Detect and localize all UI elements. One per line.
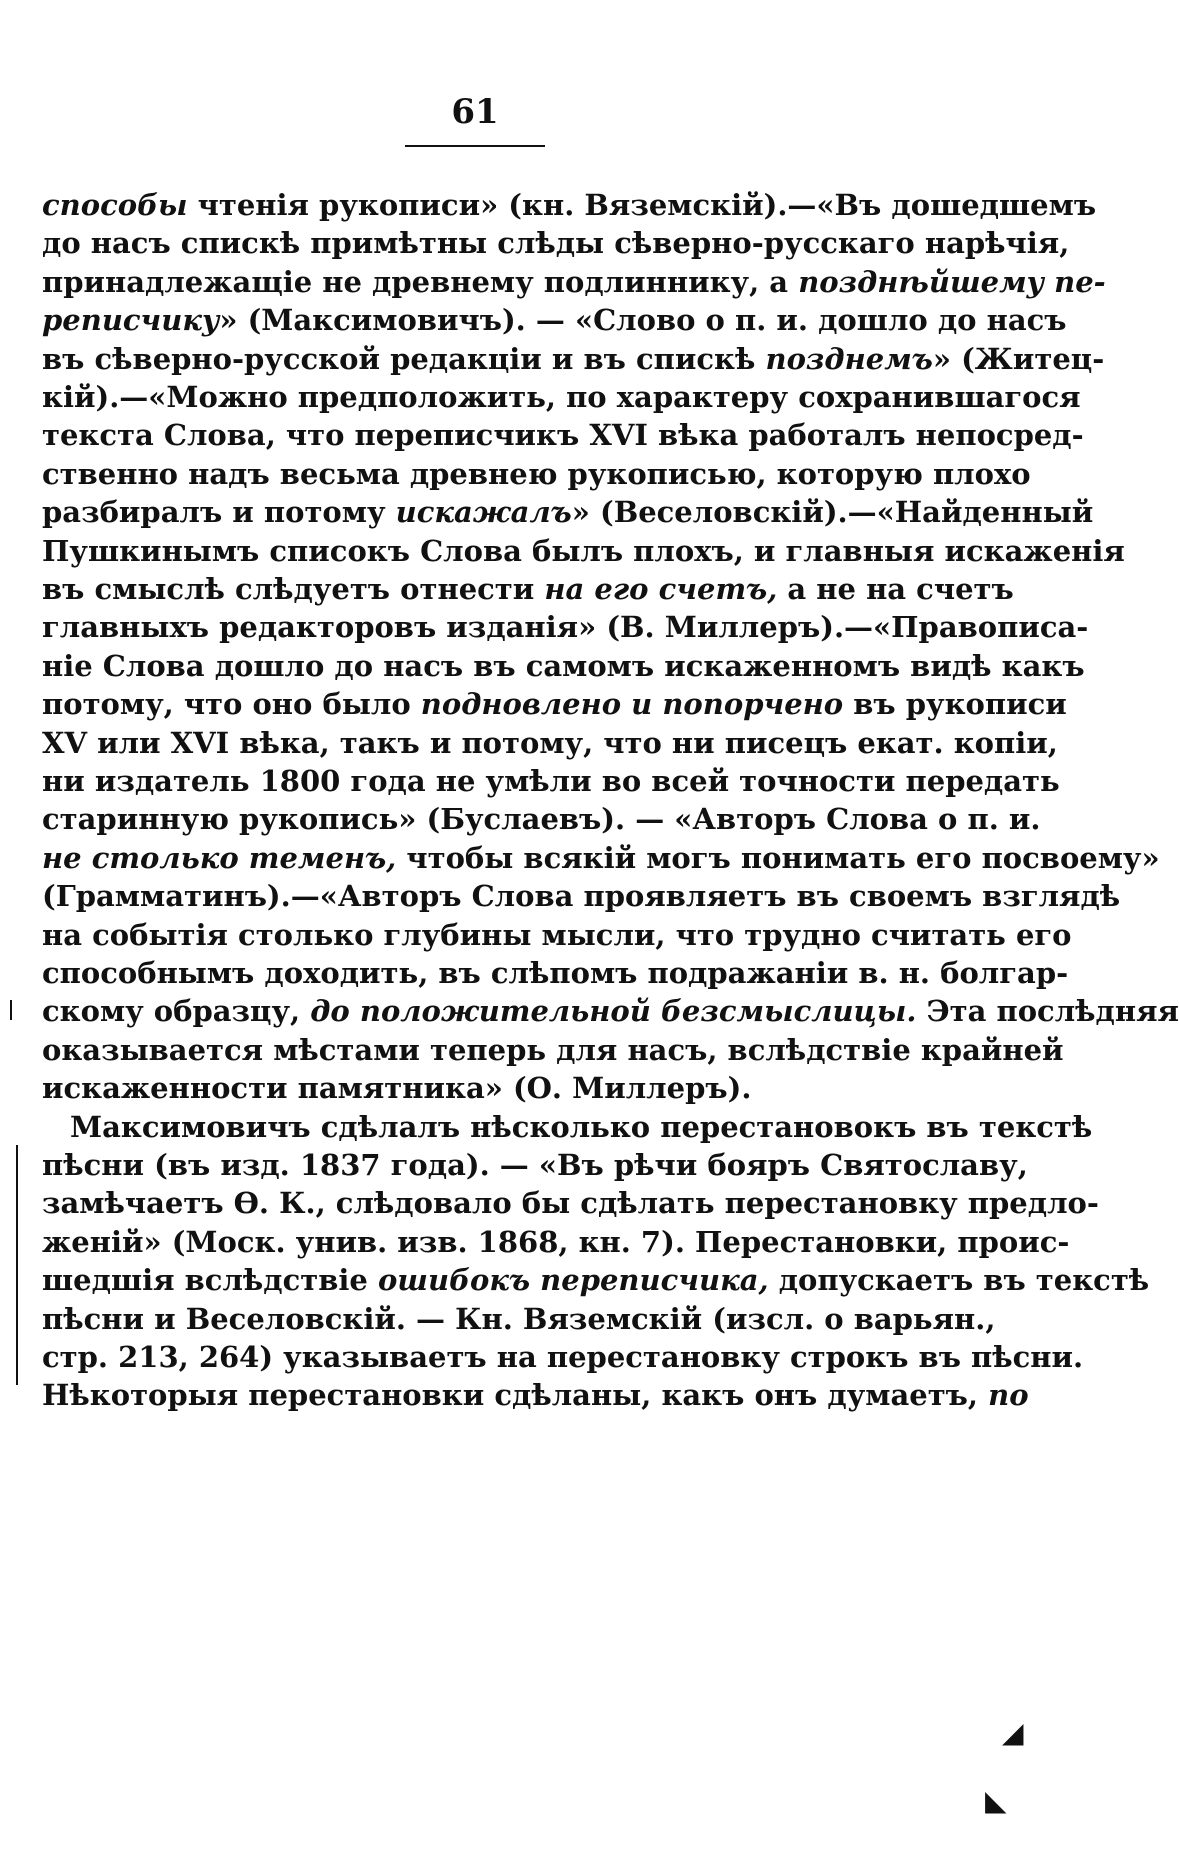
emphasis-text: подновлено и попорчено <box>420 687 844 721</box>
emphasis-text: ошибокъ переписчика, <box>377 1263 769 1297</box>
text-run: чтенія рукописи» (кн. Вяземскій).—«Въ дошедшемъ <box>187 188 1097 222</box>
text-run: оказывается мѣстами теперь для насъ, вслѣдствіе крайней <box>42 1033 1064 1067</box>
corner-mark-lower: ◣ <box>985 1784 1007 1817</box>
emphasis-text: по <box>988 1378 1029 1412</box>
text-run: скому образцу, <box>42 994 311 1028</box>
text-run: текста Слова, что переписчикъ XVI вѣка работалъ непосред- <box>42 418 1084 452</box>
corner-mark-upper: ◢ <box>1002 1716 1024 1749</box>
text-run: » (Веселовскій).—«Найденный <box>571 495 1094 529</box>
text-run: на событія столько глубины мысли, что трудно считать его <box>42 918 1072 952</box>
emphasis-text: позднемъ <box>765 342 933 376</box>
text-run: разбиралъ и потому <box>42 495 396 529</box>
text-run: » (Житец- <box>932 342 1105 376</box>
margin-mark-bottom <box>16 1145 18 1385</box>
text-run: женій» (Моск. унив. изв. 1868, кн. 7). Перестановки, проис- <box>42 1225 1070 1259</box>
text-run: ственно надъ весьма древнею рукописью, которую плохо <box>42 457 1031 491</box>
emphasis-text: на его счетъ, <box>544 572 778 606</box>
text-run: въ рукописи <box>843 687 1067 721</box>
margin-mark-top <box>10 1000 12 1020</box>
page-number: 61 <box>451 92 499 132</box>
text-run: замѣчаетъ Ѳ. К., слѣдовало бы сдѣлать перестановку предло- <box>42 1186 1099 1220</box>
text-run: (Грамматинъ).—«Авторъ Слова проявляетъ въ своемъ взглядѣ <box>42 879 1121 913</box>
text-run: потому, что оно было <box>42 687 421 721</box>
text-run: стр. 213, 264) указываетъ на перестановку строкъ въ пѣсни. <box>42 1340 1084 1374</box>
text-run: допускаетъ въ текстѣ <box>768 1263 1150 1297</box>
text-run: пѣсни (въ изд. 1837 года). — «Въ рѣчи бояръ Святославу, <box>42 1148 1028 1182</box>
text-run: кій).—«Можно предположить, по характеру сохранившагося <box>42 380 1081 414</box>
text-run: Максимовичъ сдѣлалъ нѣсколько перестановокъ въ текстѣ <box>70 1110 1093 1144</box>
text-run: ніе Слова дошло до насъ въ самомъ искаженномъ видѣ какъ <box>42 649 1085 683</box>
text-run: главныхъ редакторовъ изданія» (В. Миллеръ).—«Правописа- <box>42 610 1089 644</box>
text-run: искаженности памятника» (О. Миллеръ). <box>42 1071 752 1105</box>
text-run: старинную рукопись» (Буслаевъ). — «Авторъ Слова о п. и. <box>42 802 1041 836</box>
emphasis-text: реписчику <box>42 303 220 337</box>
text-run: а не на счетъ <box>777 572 1014 606</box>
text-run: шедшія вслѣдствіе <box>42 1263 378 1297</box>
text-run: въ смыслѣ слѣдуетъ отнести <box>42 572 545 606</box>
text-run: ни издатель 1800 года не умѣли во всей точности передать <box>42 764 1060 798</box>
emphasis-text: не столько теменъ, <box>42 841 397 875</box>
text-run: Эта послѣдняя <box>916 994 1179 1028</box>
emphasis-text: до положительной безсмыслицы. <box>310 994 917 1028</box>
header-rule <box>405 145 545 147</box>
text-run: Нѣкоторыя перестановки сдѣланы, какъ онъ думаетъ, <box>42 1378 989 1412</box>
text-run: до насъ спискѣ примѣтны слѣды сѣверно-русскаго нарѣчія, <box>42 226 1070 260</box>
emphasis-text: способы <box>42 188 188 222</box>
text-run: принадлежащіе не древнему подлиннику, а <box>42 265 799 299</box>
text-run: въ сѣверно-русской редакціи и въ спискѣ <box>42 342 766 376</box>
text-run: способнымъ доходить, въ слѣпомъ подражаніи в. н. болгар- <box>42 956 1069 990</box>
text-line <box>42 1372 1029 1418</box>
emphasis-text: искажалъ <box>395 495 572 529</box>
emphasis-text: позднѣйшему пе- <box>798 265 1106 299</box>
text-run: чтобы всякій могъ понимать его посвоему» <box>396 841 1160 875</box>
text-run: » (Максимовичъ). — «Слово о п. и. дошло до насъ <box>219 303 1067 337</box>
text-run: Пушкинымъ списокъ Слова былъ плохъ, и главныя искаженія <box>42 534 1125 568</box>
text-run: пѣсни и Веселовскій. — Кн. Вяземскій (изсл. о варьян., <box>42 1302 996 1336</box>
text-run: XV или XVI вѣка, такъ и потому, что ни писецъ екат. копіи, <box>42 726 1058 760</box>
